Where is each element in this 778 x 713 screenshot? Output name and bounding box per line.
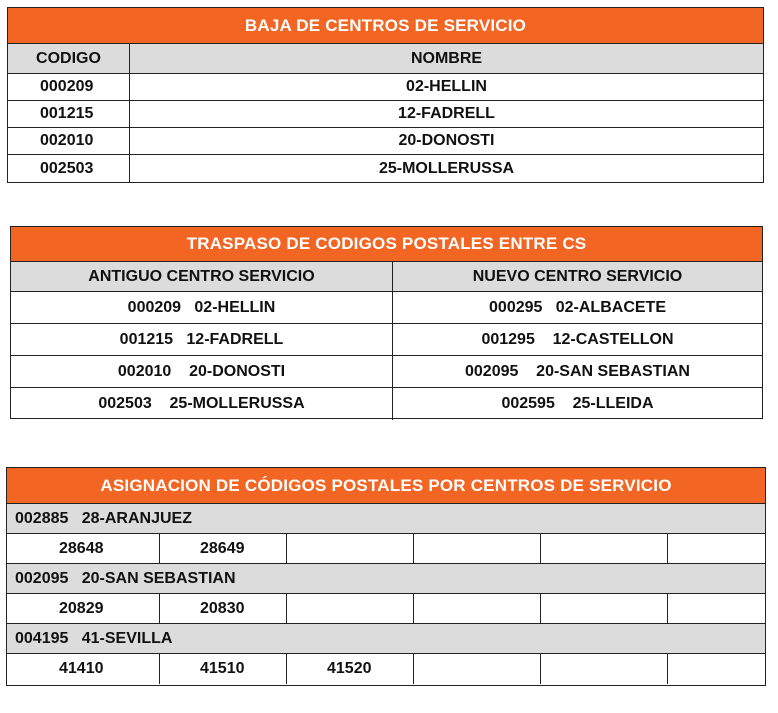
antiguo-nombre: 12-FADRELL bbox=[186, 330, 284, 348]
group-codigo: 002885 bbox=[15, 509, 69, 527]
table-row bbox=[8, 128, 763, 155]
postal-cell bbox=[668, 594, 765, 623]
asignacion-title: ASIGNACION DE CÓDIGOS POSTALES POR CENTROS DE SERVICIO bbox=[7, 468, 765, 504]
group-nombre: 20-SAN SEBASTIAN bbox=[81, 569, 236, 587]
traspaso-header-row bbox=[11, 262, 762, 292]
postal-cell: 28648 bbox=[7, 534, 160, 563]
postal-cell bbox=[414, 594, 541, 623]
nuevo-cell bbox=[393, 388, 762, 420]
codigo-cell: 000209 bbox=[8, 74, 130, 100]
table-row bbox=[8, 74, 763, 101]
antiguo-cell bbox=[11, 356, 393, 387]
table-row bbox=[11, 324, 762, 356]
group-header bbox=[7, 624, 765, 654]
codigo-cell: 002010 bbox=[8, 128, 130, 154]
baja-header-row bbox=[8, 44, 763, 74]
antiguo-codigo: 002503 bbox=[98, 395, 152, 412]
header-nombre: NOMBRE bbox=[410, 49, 483, 67]
header-antiguo: ANTIGUO CENTRO SERVICIO bbox=[11, 262, 393, 291]
postal-cell bbox=[414, 654, 541, 684]
postal-cell: 20829 bbox=[7, 594, 160, 623]
antiguo-nombre: 25-MOLLERUSSA bbox=[169, 395, 305, 412]
antiguo-cell bbox=[11, 324, 393, 355]
antiguo-codigo: 001215 bbox=[119, 330, 174, 348]
table-row bbox=[11, 292, 762, 324]
nombre-cell: 02-HELLIN bbox=[406, 78, 487, 95]
header-codigo: CODIGO bbox=[8, 44, 130, 73]
nuevo-codigo: 002595 bbox=[501, 395, 555, 412]
postal-cell bbox=[287, 594, 414, 623]
group-nombre: 41-SEVILLA bbox=[81, 629, 173, 647]
nuevo-codigo: 000295 bbox=[489, 298, 543, 316]
antiguo-codigo: 002010 bbox=[117, 362, 172, 380]
asignacion-table bbox=[6, 467, 766, 686]
nuevo-cell bbox=[393, 292, 762, 323]
traspaso-title: TRASPASO DE CODIGOS POSTALES ENTRE CS bbox=[11, 227, 762, 262]
group-codigo: 002095 bbox=[15, 569, 69, 587]
nuevo-nombre: 25-LLEIDA bbox=[572, 395, 654, 412]
antiguo-codigo: 000209 bbox=[127, 298, 182, 316]
baja-title: BAJA DE CENTROS DE SERVICIO bbox=[8, 8, 763, 44]
postal-cell bbox=[668, 534, 765, 563]
postal-cell bbox=[668, 654, 765, 684]
codigo-cell: 002503 bbox=[8, 155, 130, 182]
table-row bbox=[11, 356, 762, 388]
nombre-cell: 25-MOLLERUSSA bbox=[378, 159, 515, 177]
postal-cell bbox=[541, 594, 668, 623]
group-nombre: 28-ARANJUEZ bbox=[81, 509, 192, 527]
antiguo-nombre: 02-HELLIN bbox=[194, 298, 276, 316]
group-codigo: 004195 bbox=[15, 629, 69, 647]
postal-cell: 41520 bbox=[287, 654, 414, 684]
nuevo-codigo: 001295 bbox=[481, 330, 535, 348]
table-row bbox=[8, 101, 763, 128]
postal-row bbox=[7, 594, 765, 624]
nuevo-nombre: 20-SAN SEBASTIAN bbox=[536, 362, 690, 380]
table-row bbox=[11, 388, 762, 420]
postal-cell: 41510 bbox=[160, 654, 287, 684]
group-header bbox=[7, 504, 765, 534]
postal-row bbox=[7, 654, 765, 684]
postal-cell: 28649 bbox=[160, 534, 287, 563]
nombre-cell: 12-FADRELL bbox=[398, 105, 495, 122]
group-header bbox=[7, 564, 765, 594]
table-row bbox=[8, 155, 763, 182]
postal-cell bbox=[414, 534, 541, 563]
postal-cell bbox=[541, 534, 668, 563]
postal-cell bbox=[541, 654, 668, 684]
nuevo-nombre: 12-CASTELLON bbox=[552, 330, 674, 348]
postal-cell bbox=[287, 534, 414, 563]
header-nuevo: NUEVO CENTRO SERVICIO bbox=[472, 267, 683, 285]
postal-cell: 20830 bbox=[160, 594, 287, 623]
nuevo-cell bbox=[393, 324, 762, 355]
antiguo-cell bbox=[11, 292, 393, 323]
antiguo-nombre: 20-DONOSTI bbox=[189, 362, 286, 380]
postal-row bbox=[7, 534, 765, 564]
nuevo-cell bbox=[393, 356, 762, 387]
nuevo-codigo: 002095 bbox=[465, 362, 519, 380]
nuevo-nombre: 02-ALBACETE bbox=[555, 298, 666, 316]
nombre-cell: 20-DONOSTI bbox=[398, 132, 495, 149]
traspaso-table bbox=[10, 226, 763, 419]
baja-table bbox=[7, 7, 764, 183]
postal-cell: 41410 bbox=[7, 654, 160, 684]
codigo-cell: 001215 bbox=[8, 101, 130, 127]
antiguo-cell bbox=[11, 388, 393, 420]
